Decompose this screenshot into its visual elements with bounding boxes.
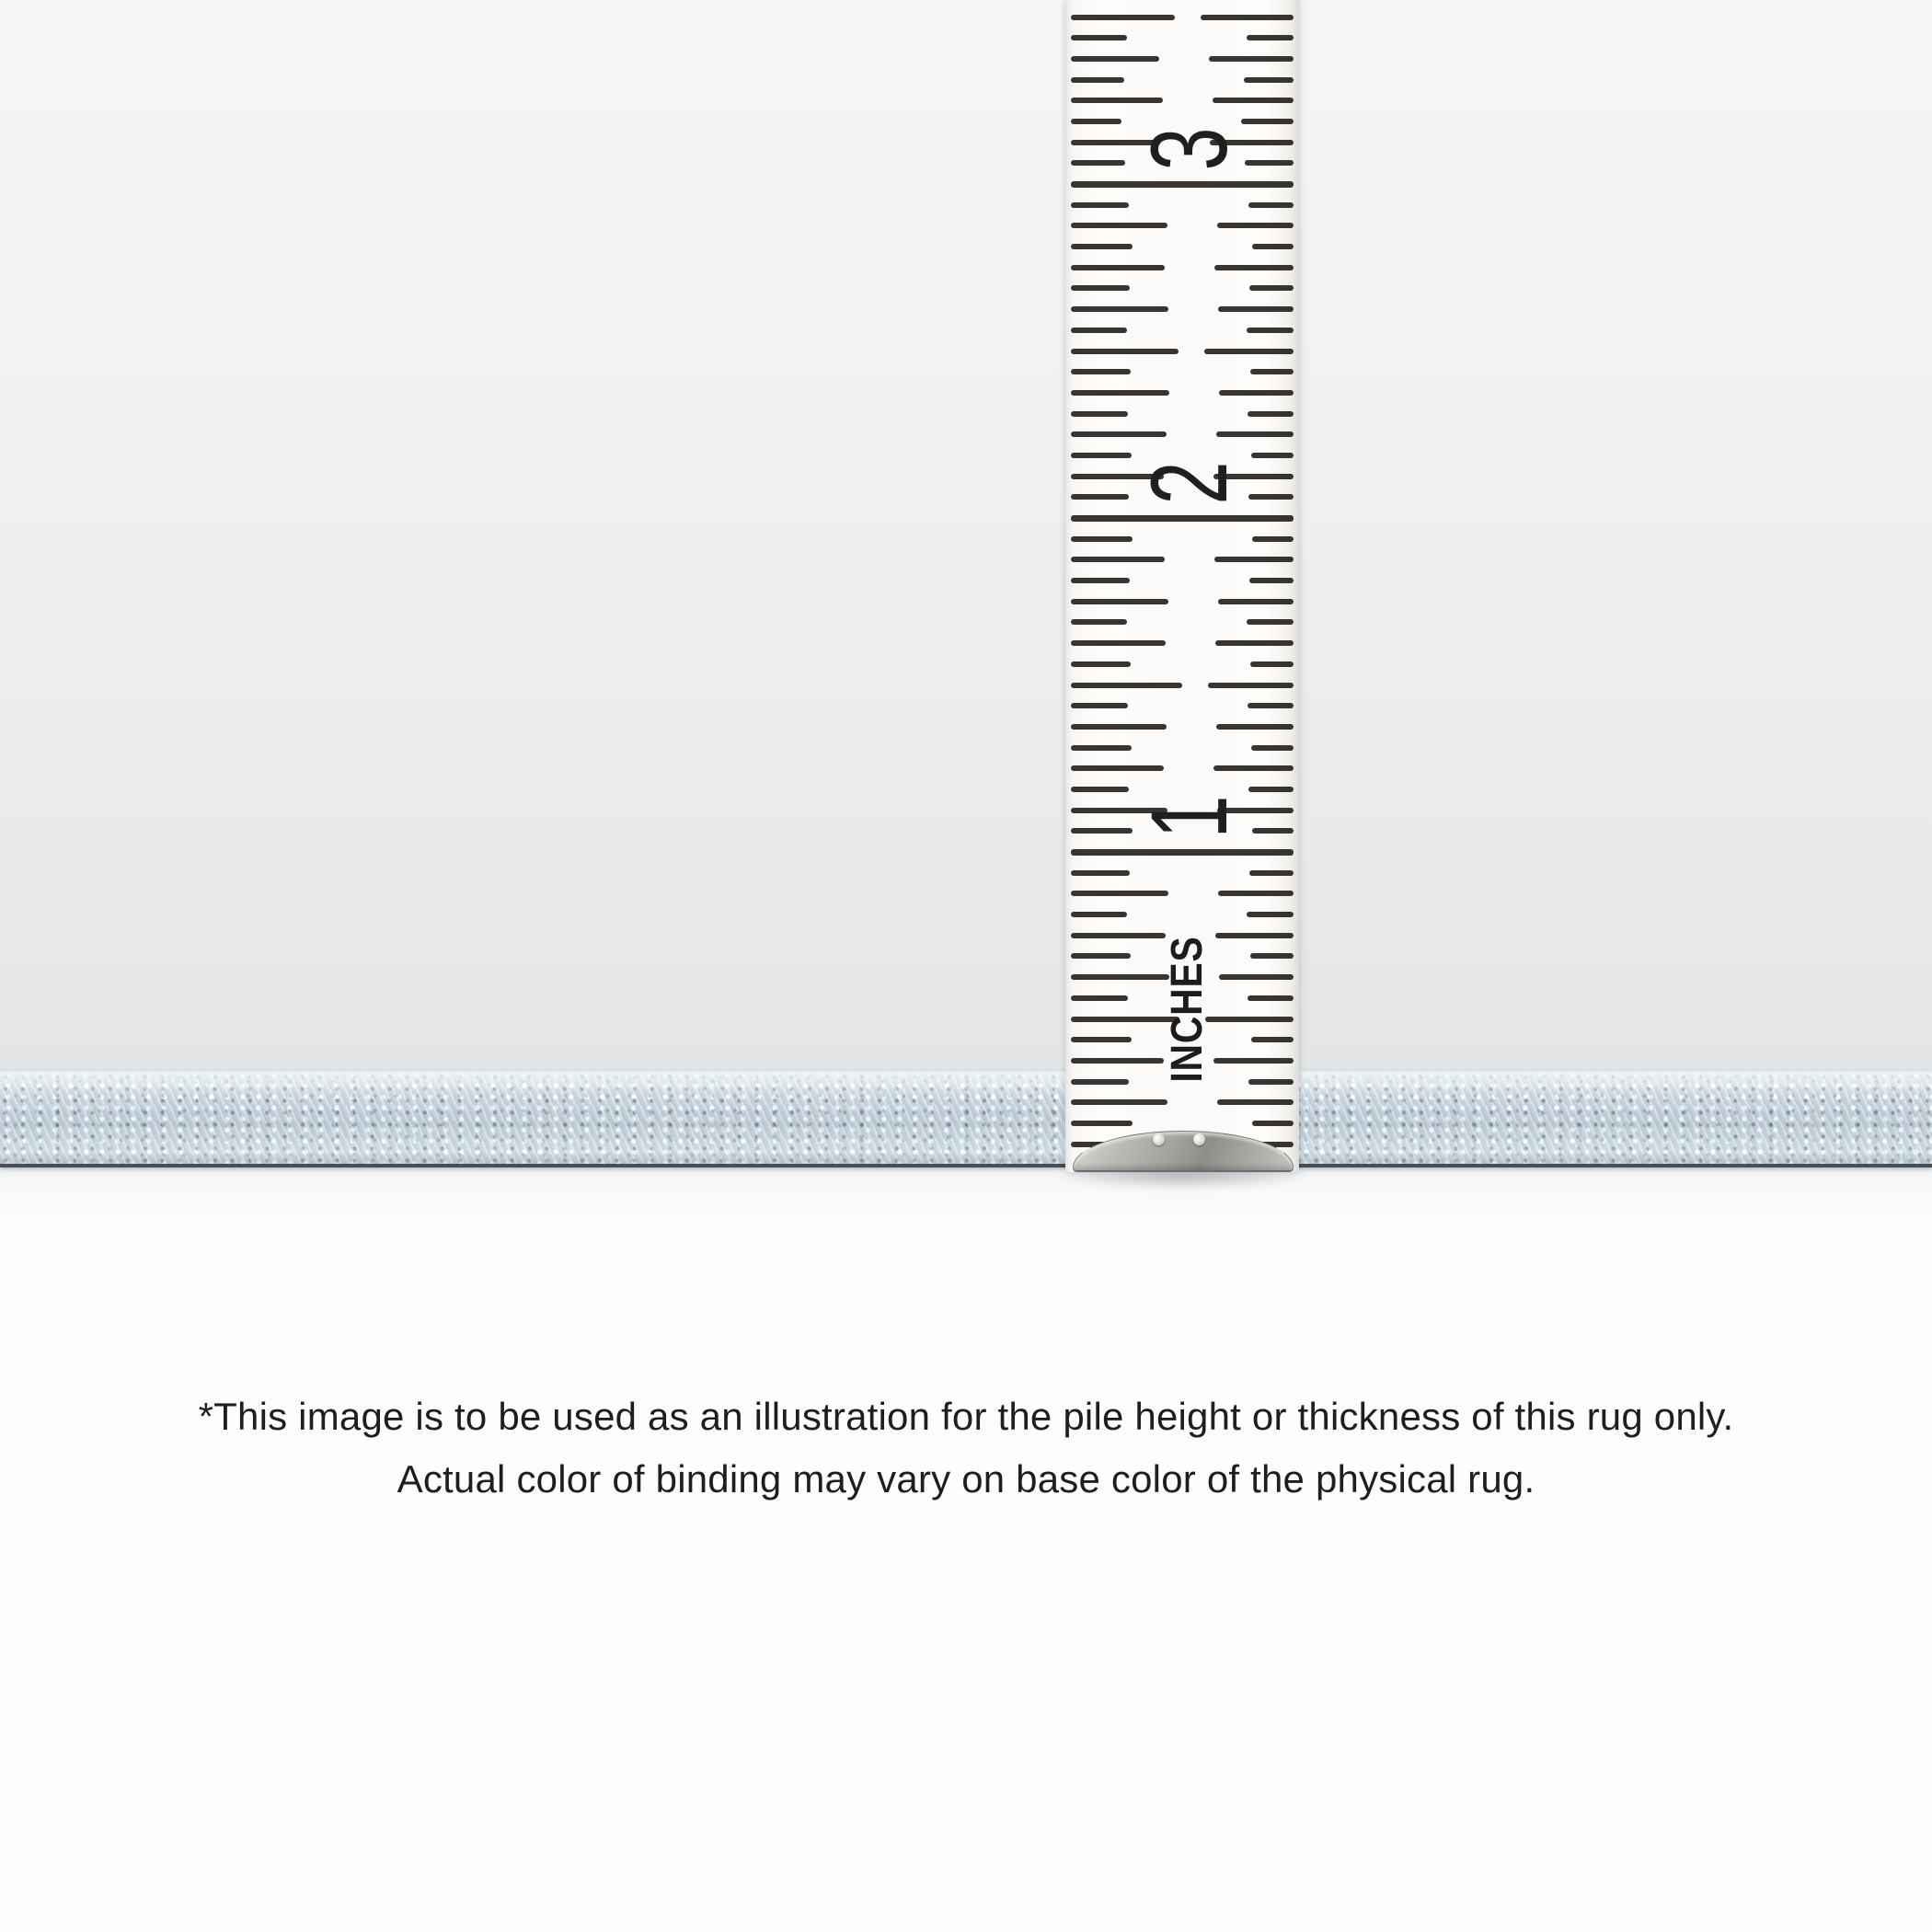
- ruler-tick: [1071, 619, 1127, 625]
- disclaimer-line-1: *This image is to be used as an illustration for the pile height or thickness of this rug only.: [198, 1395, 1734, 1438]
- ruler-tick: [1071, 557, 1165, 562]
- ruler-tick: [1071, 77, 1124, 83]
- ruler-tick: [1214, 557, 1294, 562]
- rug-edge-strip: [0, 1070, 1932, 1167]
- ruler-tick: [1248, 494, 1294, 500]
- ruler-tick: [1071, 536, 1133, 542]
- metal-end-tab: [1073, 1131, 1294, 1172]
- ruler-tick: [1252, 1121, 1294, 1126]
- ruler-tick: [1071, 390, 1169, 396]
- ruler-tick: [1249, 285, 1294, 291]
- ruler-tick: [1071, 15, 1175, 20]
- ruler-tick: [1201, 15, 1294, 20]
- disclaimer-line-2: Actual color of binding may vary on base color of the physical rug.: [397, 1457, 1535, 1501]
- ruler-tick: [1071, 1121, 1133, 1126]
- ruler-tick: [1217, 223, 1294, 228]
- ruler-tick: [1071, 661, 1131, 667]
- ruler-tick: [1071, 745, 1132, 751]
- ruler-tick: [1214, 265, 1294, 270]
- ruler-tick: [1252, 536, 1294, 542]
- ruler-tick: [1071, 453, 1132, 458]
- ruler-tick: [1208, 683, 1294, 688]
- ruler-tick: [1071, 494, 1129, 500]
- ruler-tick: [1071, 202, 1129, 208]
- ruler-number-1: [1129, 771, 1250, 864]
- ruler-tick: [1218, 306, 1294, 312]
- ruler-tick: [1071, 349, 1179, 354]
- ruler-tick: [1250, 661, 1294, 667]
- ruler-tick: [1071, 223, 1167, 228]
- ruler-tick: [1071, 411, 1128, 417]
- ruler-tick: [1247, 328, 1294, 333]
- ruler-tick: [1252, 828, 1294, 834]
- ruler-tick: [1071, 306, 1168, 312]
- ruler-tick: [1071, 599, 1168, 604]
- ruler-unit-text: INCHES: [1162, 936, 1212, 1083]
- ruler-number-3-label: 3: [1129, 127, 1250, 171]
- rivet-icon: [1153, 1133, 1165, 1145]
- ruler-tick: [1248, 411, 1294, 417]
- ruler-tick: [1250, 369, 1294, 374]
- ruler-tick: [1241, 119, 1294, 124]
- ruler-tick: [1071, 160, 1125, 166]
- ruler-tick: [1071, 578, 1130, 583]
- ruler-tick: [1215, 640, 1294, 646]
- ruler-tick: [1251, 745, 1294, 751]
- ruler-number-2: [1129, 437, 1250, 530]
- ruler-tick: [1252, 244, 1294, 249]
- ruler-tick: [1071, 328, 1127, 333]
- ruler-tick: [1249, 578, 1294, 583]
- ruler-tick: [1219, 390, 1294, 396]
- ruler-tick: [1247, 35, 1294, 40]
- ruler-tick: [1071, 828, 1133, 834]
- ruler-tick: [1247, 619, 1294, 625]
- ruler-tick: [1071, 640, 1166, 646]
- ruler-tick: [1071, 891, 1168, 896]
- ruler-tick: [1071, 265, 1165, 270]
- ruler-tick: [1071, 724, 1167, 730]
- ruler-tick: [1218, 599, 1294, 604]
- ruler-tick: [1071, 285, 1130, 291]
- ruler-tick: [1071, 787, 1129, 792]
- ruler-tick: [1244, 77, 1294, 83]
- ruler-tick: [1209, 56, 1294, 62]
- ruler-tick: [1071, 703, 1128, 708]
- ruler-tick: [1071, 119, 1121, 124]
- ruler-number-2-label: 2: [1129, 461, 1250, 505]
- measuring-tape-ruler: [1065, 0, 1299, 1172]
- ruler-tick: [1204, 349, 1294, 354]
- ruler-tick: [1071, 683, 1182, 688]
- ruler-tick: [1248, 703, 1294, 708]
- ruler-tick: [1251, 453, 1294, 458]
- ruler-tick: [1218, 891, 1294, 896]
- ruler-tick: [1248, 787, 1294, 792]
- ruler-tick: [1248, 202, 1294, 208]
- ruler-unit-label: [1067, 908, 1306, 1111]
- ruler-tick: [1071, 870, 1130, 876]
- ruler-tick: [1071, 35, 1127, 40]
- ruler-tick: [1216, 724, 1294, 730]
- floor-surface: [0, 1163, 1932, 1932]
- ruler-tick: [1071, 369, 1131, 374]
- ruler-number-3: [1129, 103, 1250, 196]
- ruler-tick: [1071, 56, 1159, 62]
- disclaimer-text: [0, 1386, 1932, 1511]
- ruler-tick: [1249, 870, 1294, 876]
- rivet-icon: [1193, 1133, 1205, 1145]
- ruler-number-1-label: 1: [1129, 795, 1250, 839]
- ruler-tick: [1071, 244, 1133, 249]
